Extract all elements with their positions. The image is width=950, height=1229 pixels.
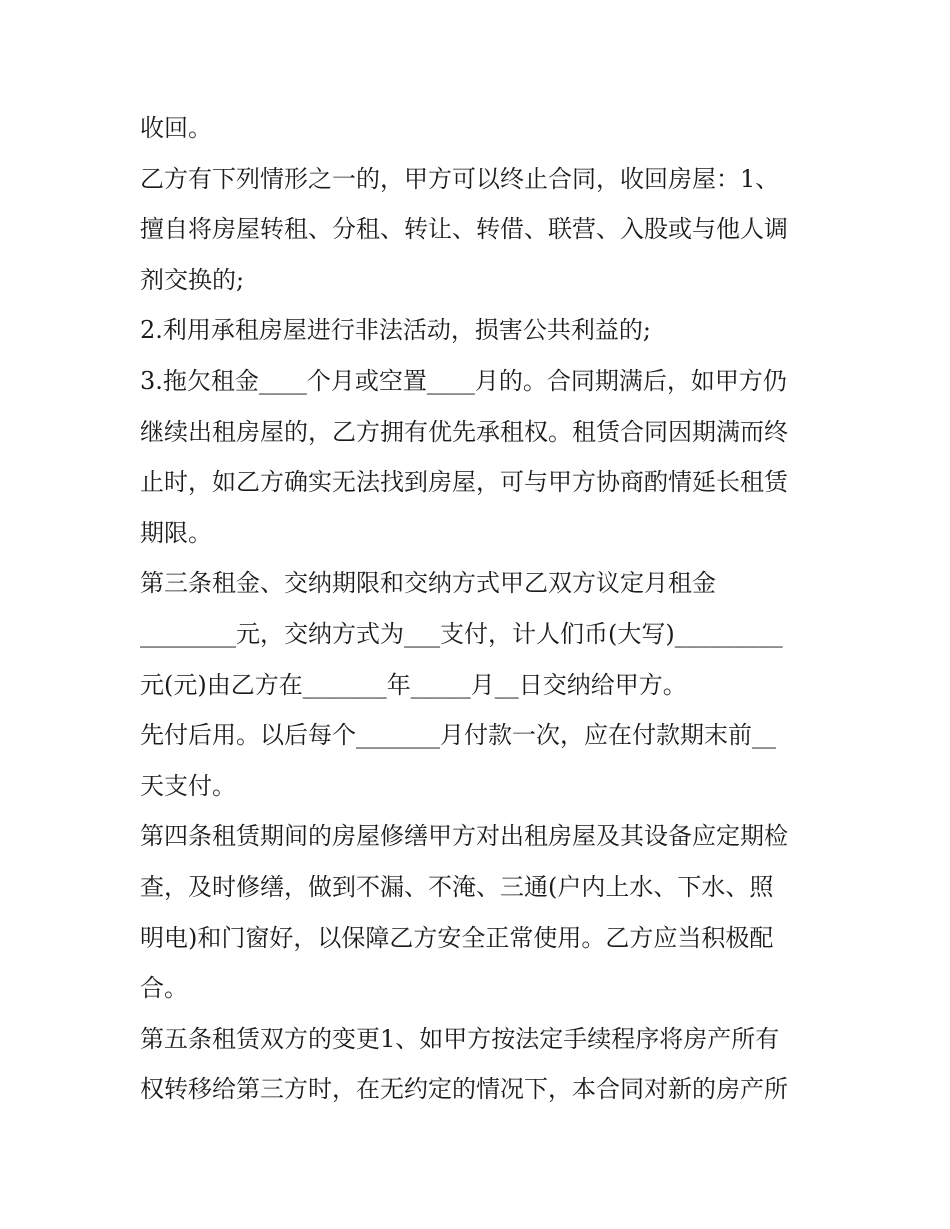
text-line: 先付后用。以后每个_______月付款一次，应在付款期末前__ xyxy=(140,721,776,750)
text-line: 明电)和门窗好，以保障乙方安全正常使用。乙方应当积极配 xyxy=(140,923,774,952)
text-line: 止时，如乙方确实无法找到房屋，可与甲方协商酌情延长租赁 xyxy=(140,468,788,497)
text-line: 第四条租赁期间的房屋修缮甲方对出租房屋及其设备应定期检 xyxy=(140,822,788,851)
text-line: 擅自将房屋转租、分租、转让、转借、联营、入股或与他人调 xyxy=(140,215,788,244)
text-line: 查，及时修缮，做到不漏、不淹、三通(户内上水、下水、照 xyxy=(140,872,774,901)
text-line: 剂交换的; xyxy=(140,265,245,294)
text-line: 第五条租赁双方的变更1、如甲方按法定手续程序将房产所有 xyxy=(140,1024,780,1053)
text-line: 天支付。 xyxy=(140,771,236,800)
text-line: 权转移给第三方时，在无约定的情况下，本合同对新的房产所 xyxy=(140,1075,788,1104)
text-line: 合。 xyxy=(140,974,188,1003)
text-line: 2.利用承租房屋进行非法活动，损害公共利益的; xyxy=(140,316,651,345)
text-line: 收回。 xyxy=(140,114,212,142)
text-line: 乙方有下列情形之一的，甲方可以终止合同，收回房屋：1、 xyxy=(140,164,780,193)
text-line: 继续出租房屋的，乙方拥有优先承租权。租赁合同因期满而终 xyxy=(140,417,788,446)
text-line: 3.拖欠租金____个月或空置____月的。合同期满后，如甲方仍 xyxy=(140,366,787,395)
text-line: 期限。 xyxy=(140,518,212,547)
text-line: ________元，交纳方式为___支付，计人们币(大写)_________ xyxy=(140,619,783,648)
text-line: 第三条租金、交纳期限和交纳方式甲乙双方议定月租金 xyxy=(140,569,716,598)
document-body xyxy=(140,103,820,1115)
text-line: 元(元)由乙方在_______年_____月__日交纳给甲方。 xyxy=(140,670,687,699)
